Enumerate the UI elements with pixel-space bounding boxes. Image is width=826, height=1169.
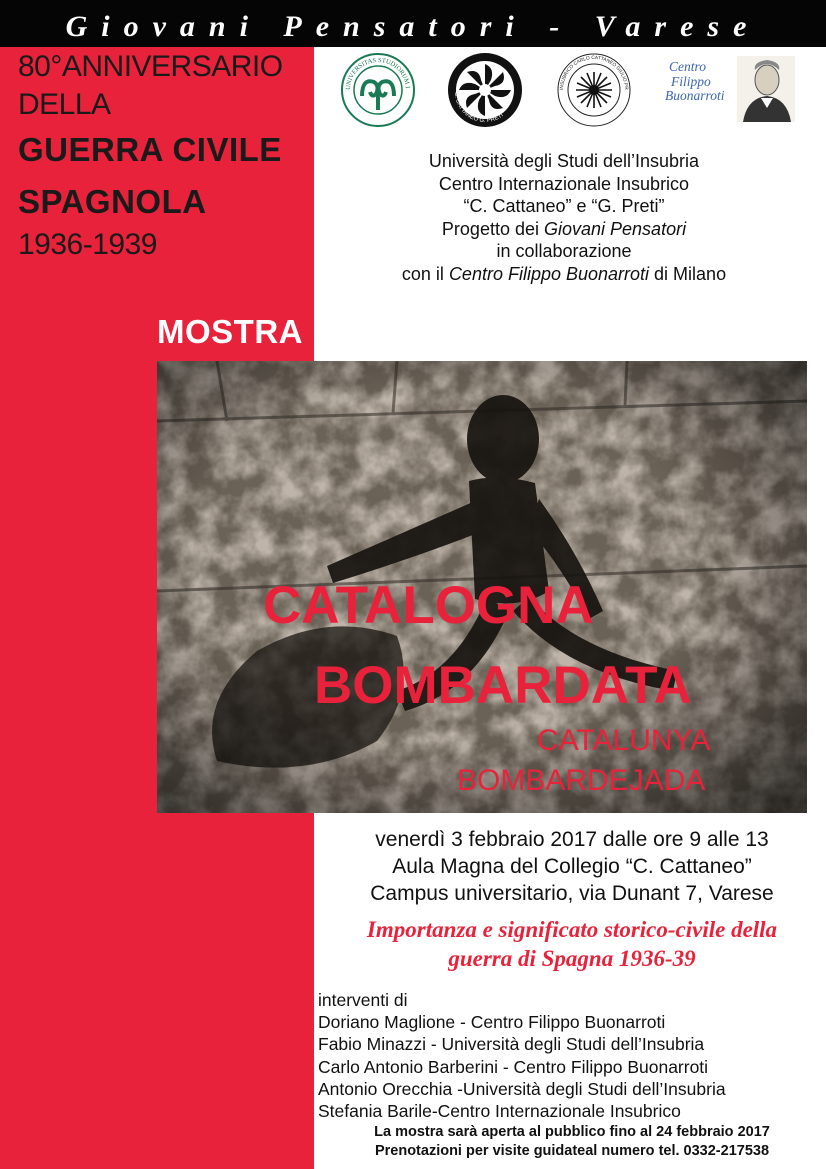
spagnola-line: SPAGNOLA [18,183,207,220]
organizer-line-2: Centro Internazionale Insubrico [438,173,690,194]
speaker-item: Stefania Barile-Centro Internazionale Insubrico [318,1101,681,1122]
exhibition-title-line-2: BOMBARDATA [314,656,692,715]
exhibition-photo [157,361,807,813]
talk-title [318,915,826,973]
buonarroti-logo [665,56,795,126]
organizer-line-6 [370,263,758,286]
footer-notes [318,1123,826,1160]
speakers-intro: interventi di [318,990,408,1010]
insubria-seal-text: UNIVERSITAS STUDIORUM I [344,56,411,91]
header-title: Giovani Pensatori - Varese [65,10,761,43]
event-place: Aula Magna del Collegio “C. Cattaneo” [392,855,752,878]
organizer-line-1: Università degli Studi dell’Insubria [428,151,700,171]
event-details [318,826,826,907]
organizer-line-4-em: Giovani Pensatori [544,218,687,239]
buonarroti-portrait [737,56,795,122]
event-address: Campus universitario, via Dunant 7, Varese [370,882,774,905]
preti-logo [556,52,632,128]
mostra-label: MOSTRA [157,313,303,350]
buonarroti-logo-line3: Buonarroti [665,88,725,103]
anniversary-line: 80°ANNIVERSARIO [18,50,283,83]
della-line: DELLA [18,88,111,121]
exhibition-title-line-1: CATALOGNA [263,576,594,635]
header-banner [0,0,826,47]
organizer-line-4 [370,218,758,241]
speaker-item: Carlo Antonio Barberini - Centro Filippo Buonarroti [318,1056,709,1077]
organizer-line-6-pre: con il [401,263,449,284]
talk-title-line-1: Importanza e significato storico-civile della [366,917,778,942]
footer-booking: Prenotazioni per visite guidateal numero tel. 0332-217538 [374,1142,770,1159]
buonarroti-logo-line2: Filippo [671,73,711,89]
organizer-line-4-pre: Progetto dei [441,218,544,239]
exhibition-subtitle-line-1: CATALUNYA [537,724,711,757]
organizer-line-5: in collaborazione [496,241,632,261]
organizers-block [370,150,758,285]
organizer-line-6-post: di Milano [649,263,727,284]
talk-title-line-2: guerra di Spagna 1936-39 [448,946,696,971]
event-date: venerdì 3 febbraio 2017 dalle ore 9 alle 13 [375,828,769,851]
cattaneo-seal-text: C. CATTANEO G. PRETI [452,91,505,125]
exhibition-subtitle-line-2: BOMBARDEJADA [457,764,706,797]
buonarroti-logo-line1: Centro [669,59,706,74]
organizer-line-6-em: Centro Filippo Buonarroti [448,263,650,284]
speaker-item: Fabio Minazzi - Università degli Studi dell’Insubria [318,1034,705,1055]
speaker-item: Antonio Orecchia -Università degli Studi dell’Insubria [318,1078,726,1099]
insubria-logo [340,52,416,128]
organizer-line-3: “C. Cattaneo” e “G. Preti” [463,196,665,216]
preti-seal-text: INSUBRICO CARLO CATTANEO GIULIO PR [559,55,629,91]
speakers-list [318,989,726,1122]
years-line: 1936-1939 [18,228,157,261]
footer-opening: La mostra sarà aperta al pubblico fino al 24 febbraio 2017 [374,1124,770,1140]
speaker-item: Doriano Maglione - Centro Filippo Buonarroti [318,1012,666,1033]
guerra-civile-line: GUERRA CIVILE [18,131,282,168]
cattaneo-logo [447,52,523,128]
